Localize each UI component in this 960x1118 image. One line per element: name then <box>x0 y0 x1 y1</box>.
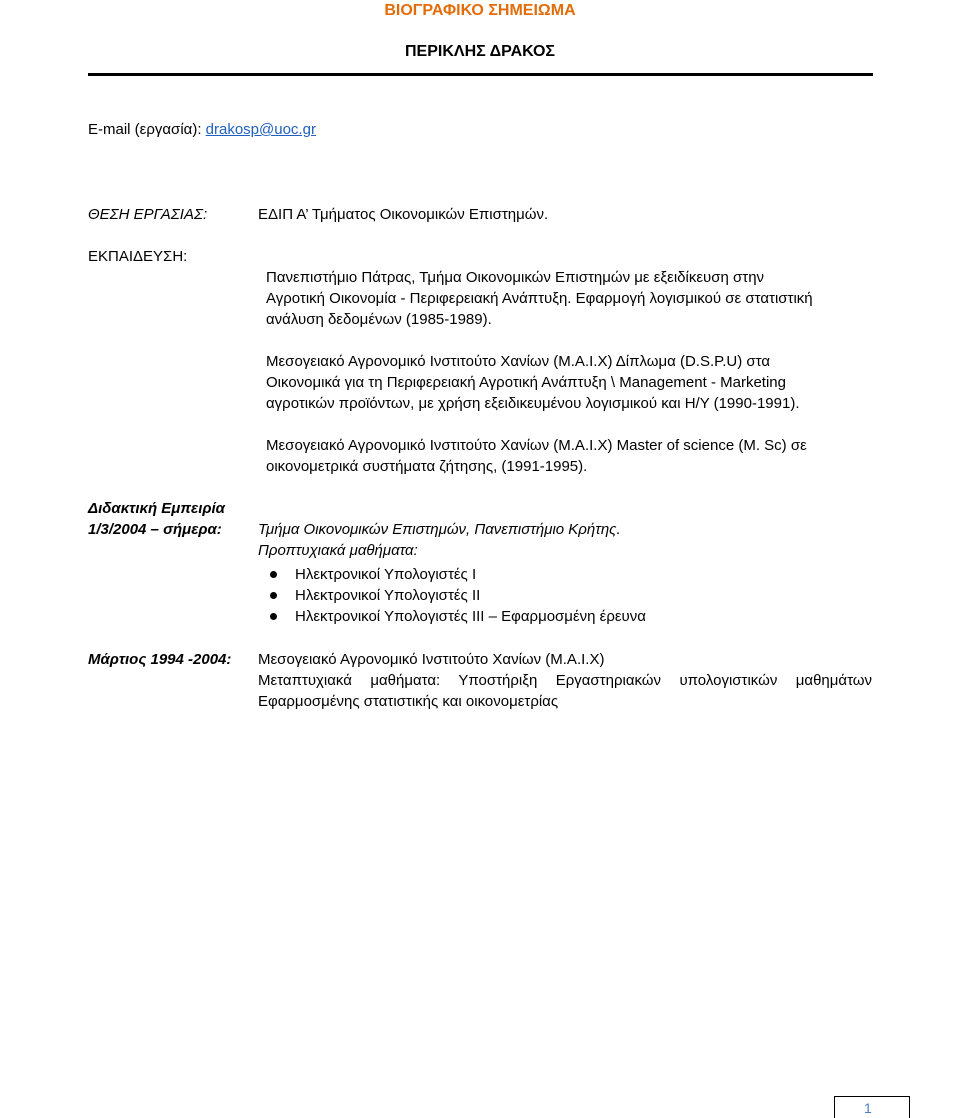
education-entry-2-line-3: αγροτικών προϊόντων, με χρήση εξειδικευμένου λογισμικού και Η/Υ (1990-1991). <box>266 395 800 412</box>
teaching-period-2-label: Μάρτιος 1994 -2004: <box>88 651 232 668</box>
education-entry-1-line-1: Πανεπιστήμιο Πάτρας, Τμήμα Οικονομικών Επιστημών με εξειδίκευση στην <box>266 269 765 286</box>
position-label: ΘΕΣΗ ΕΡΓΑΣΙΑΣ: <box>88 206 208 223</box>
course-item-3: Ηλεκτρονικοί Υπολογιστές ΙΙΙ – Εφαρμοσμένη έρευνα <box>295 608 646 625</box>
email-line <box>88 119 316 140</box>
page-number: 1 <box>864 1100 872 1116</box>
document-title: ΒΙΟΓΡΑΦΙΚΟ ΣΗΜΕΙΩΜΑ <box>384 2 576 19</box>
teaching-period-2-org: Μεσογειακό Αγρονομικό Ινστιτούτο Χανίων (Μ.Α.Ι.Χ) <box>258 651 605 668</box>
teaching-period-1-org: Τμήμα Οικονομικών Επιστημών, Πανεπιστήμιο Κρήτης. <box>258 521 621 538</box>
education-entry-3-line-2: οικονομετρικά συστήματα ζήτησης, (1991-1995). <box>266 458 588 475</box>
education-entry-3-line-1: Μεσογειακό Αγρονομικό Ινστιτούτο Χανίων (Μ.Α.Ι.Χ) Master of science (M. Sc) σε <box>266 437 807 454</box>
teaching-period-1-sublabel: Προπτυχιακά μαθήματα: <box>258 542 418 559</box>
course-item-1: Ηλεκτρονικοί Υπολογιστές Ι <box>295 566 477 583</box>
education-entry-1-line-3: ανάλυση δεδομένων (1985-1989). <box>266 311 492 328</box>
education-entry-1-line-2: Αγροτική Οικονομία - Περιφερειακή Ανάπτυξη. Εφαρμογή λογισμικού σε στατιστική <box>266 290 813 307</box>
education-entry-2-line-1: Μεσογειακό Αγρονομικό Ινστιτούτο Χανίων (Μ.Α.Ι.Χ) Δίπλωμα (D.S.P.U) στα <box>266 353 770 370</box>
position-value: ΕΔΙΠ Α’ Τμήματος Οικονομικών Επιστημών. <box>258 206 549 223</box>
education-label: ΕΚΠΑΙΔΕΥΣΗ: <box>88 248 188 265</box>
email-link[interactable]: drakosp@uoc.gr <box>205 121 316 138</box>
person-name: ΠΕΡΙΚΛΗΣ ΔΡΑΚΟΣ <box>405 43 555 60</box>
email-label: E-mail (εργασία): <box>88 121 206 138</box>
teaching-period-1-label: 1/3/2004 – σήμερα: <box>88 521 222 538</box>
page-number-box <box>834 1096 910 1118</box>
header-divider <box>88 73 873 76</box>
teaching-period-2-line-2: Μεταπτυχιακά μαθήματα: Υποστήριξη Εργαστηριακών υπολογιστικών μαθημάτων <box>258 672 872 689</box>
course-item-2: Ηλεκτρονικοί Υπολογιστές ΙΙ <box>295 587 481 604</box>
bullet-icon <box>270 613 277 620</box>
teaching-period-2-line-3: Εφαρμοσμένης στατιστικής και οικονομετρίας <box>258 693 559 710</box>
bullet-icon <box>270 571 277 578</box>
teaching-label: Διδακτική Εμπειρία <box>88 500 225 517</box>
bullet-icon <box>270 592 277 599</box>
education-entry-2-line-2: Οικονομικά για τη Περιφερειακή Αγροτική Ανάπτυξη \ Management - Marketing <box>266 374 786 391</box>
